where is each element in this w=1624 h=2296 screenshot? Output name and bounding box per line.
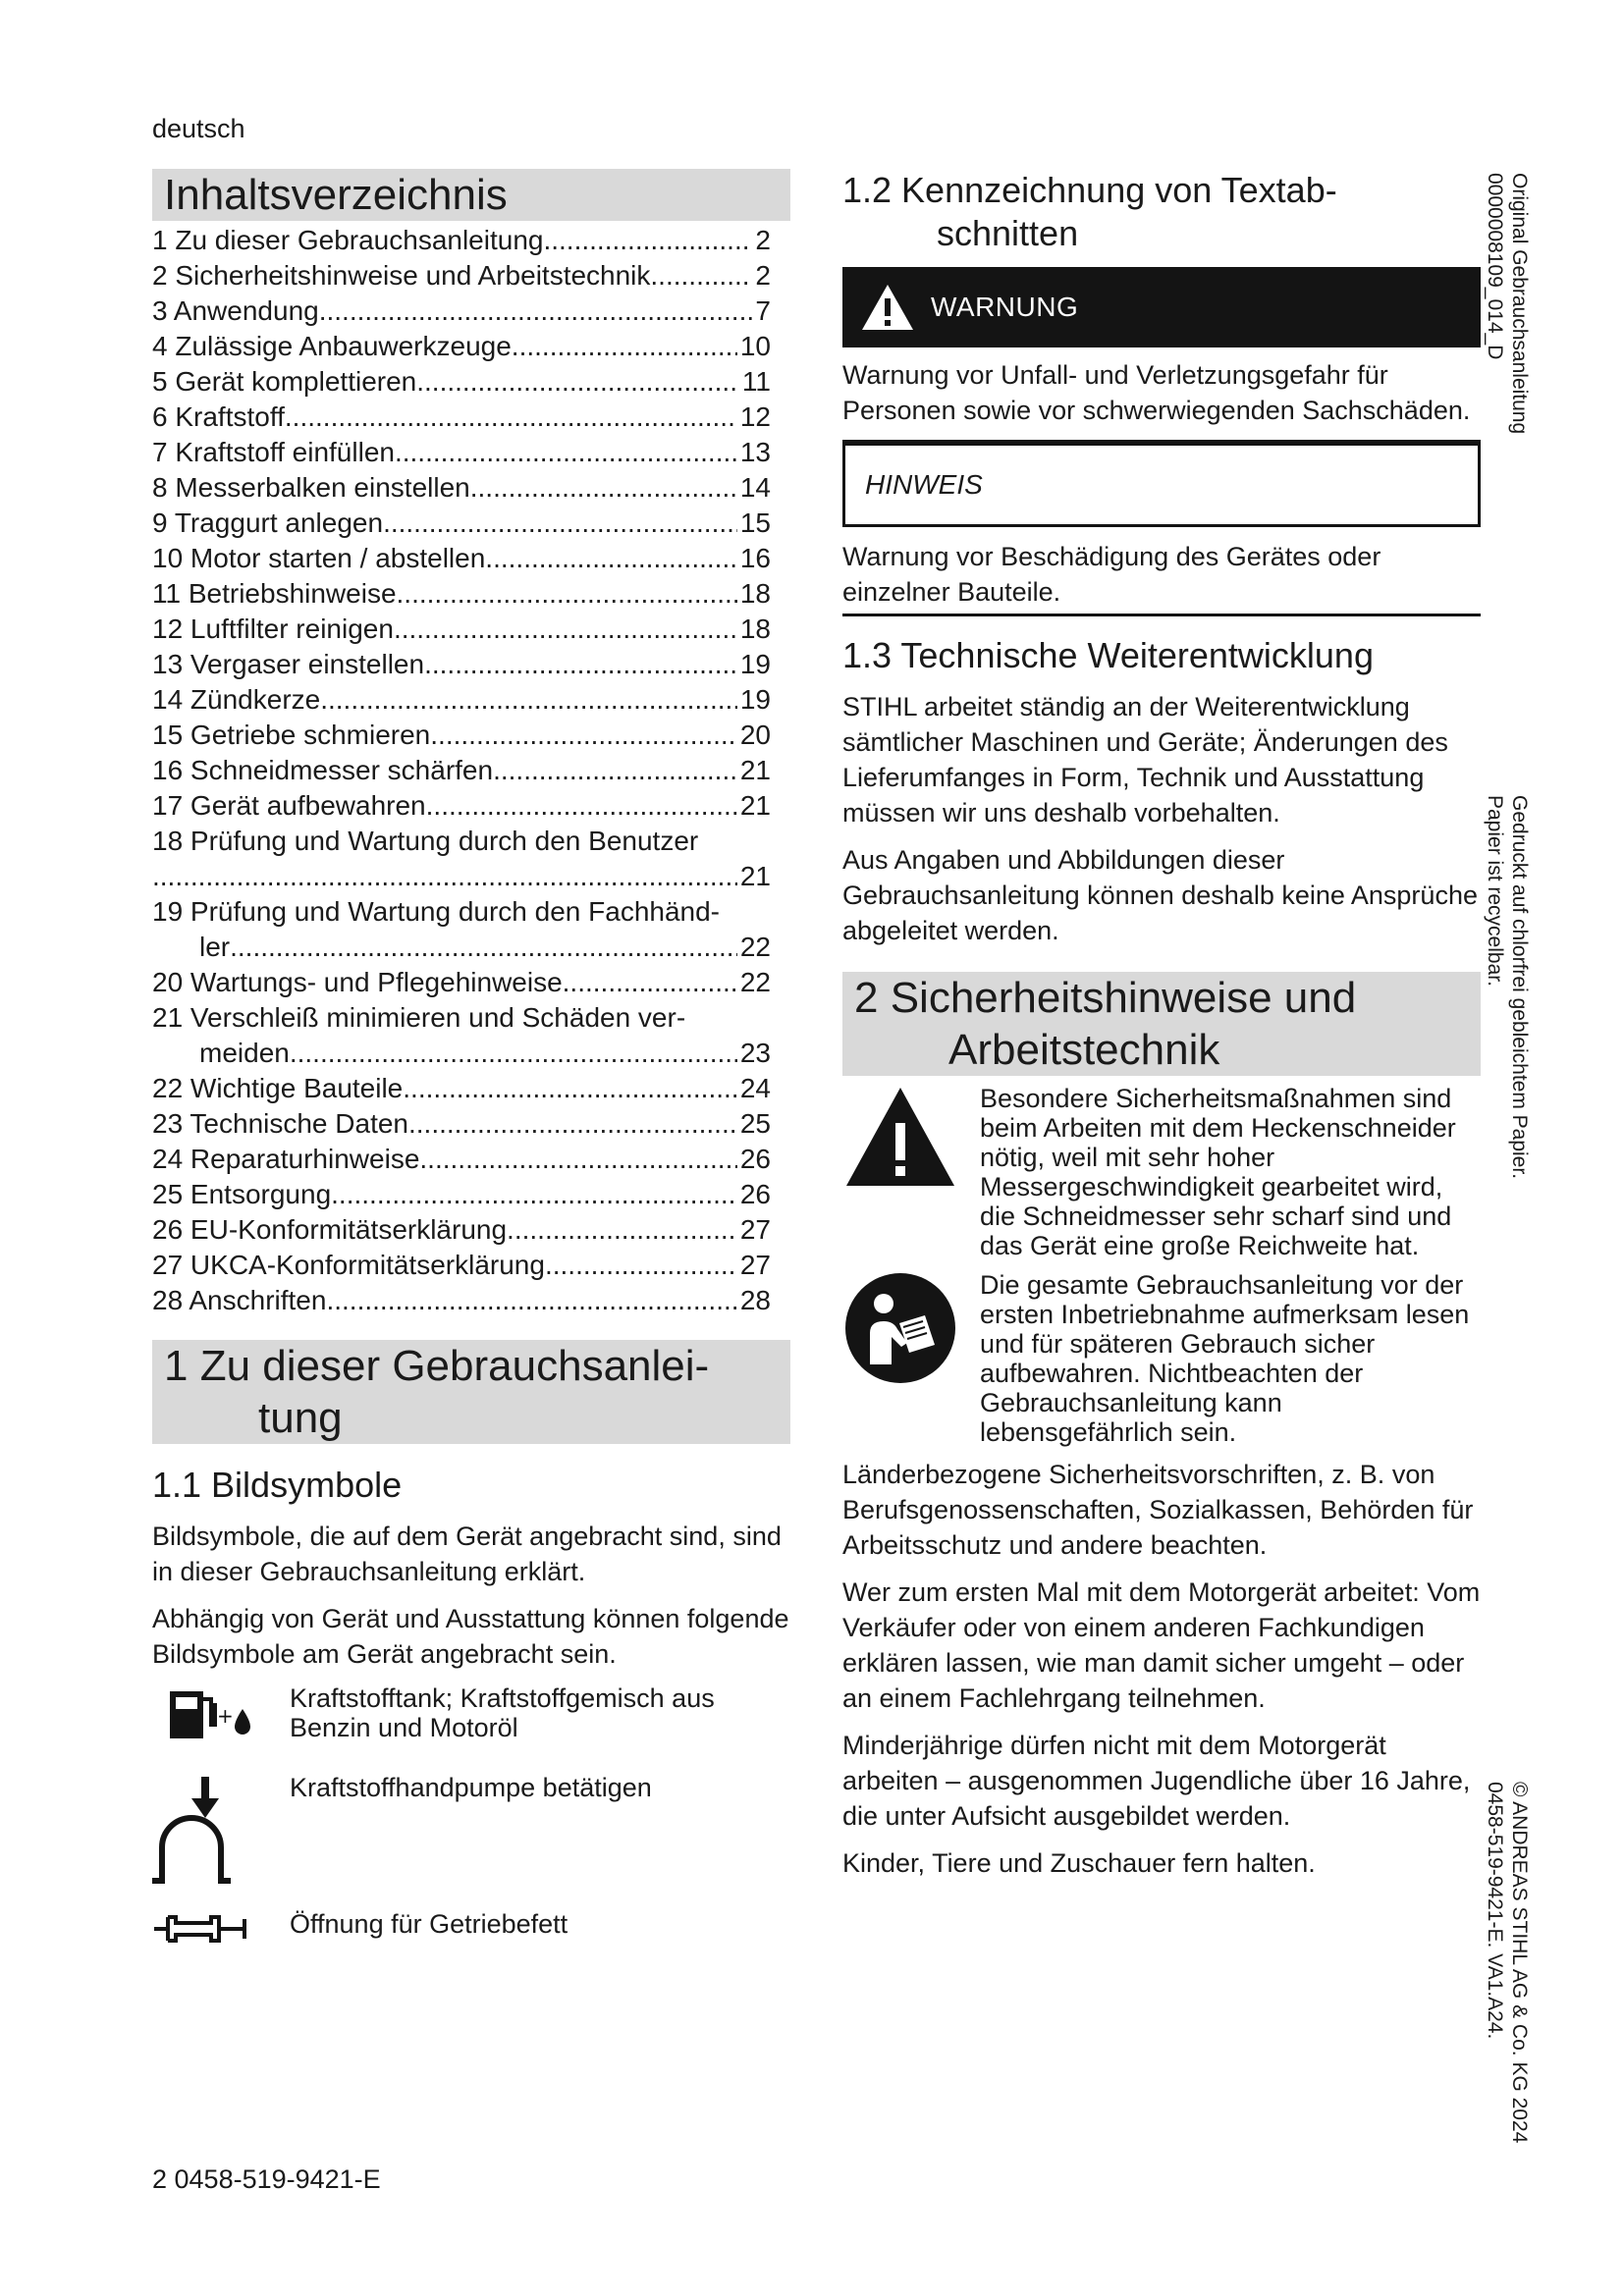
toc-entry[interactable]	[152, 329, 771, 364]
section-1-2-heading: 1.2 Kennzeichnung von Textab- schnitten	[842, 170, 1337, 253]
margin-original-manual: Original Gebrauchsanleitung 0000008109_014_D	[1484, 173, 1531, 435]
toc-entry-label: 2 Sicherheitshinweise und Arbeitstechnik	[152, 260, 651, 291]
toc-entry-label: 7 Kraftstoff einfüllen	[152, 437, 395, 467]
toc-entry-page: 28	[739, 1285, 771, 1315]
toc-entry-page: 27	[739, 1214, 771, 1245]
toc-entry[interactable]	[152, 718, 771, 753]
toc-entry[interactable]	[152, 788, 771, 824]
margin-paper-note: Gedruckt auf chlorfrei gebleichtem Papier. Papier ist recycelbar.	[1484, 795, 1531, 1180]
section-1-1-paragraph-1: Bildsymbole, die auf dem Gerät angebracht sind, sind in dieser Gebrauchsanleitung erklärt.	[152, 1522, 782, 1586]
toc-entry-label: 16 Schneidmesser schärfen	[152, 755, 494, 785]
toc-entry-label: 6 Kraftstoff	[152, 401, 285, 432]
toc-entry-page: 2	[755, 260, 771, 291]
section-1-3-paragraph-2: Aus Angaben und Abbildungen dieser Gebrauchsanleitung können deshalb keine Ansprüche abgeleitet werden.	[842, 845, 1478, 945]
toc-entry-label: 8 Messerbalken einstellen	[152, 472, 470, 503]
toc-entry[interactable]	[152, 470, 771, 506]
toc-title: Inhaltsverzeichnis	[164, 171, 508, 219]
toc-entry-label: 17 Gerät aufbewahren	[152, 790, 426, 821]
toc-entry-page: 11	[741, 366, 771, 397]
toc-entry-19[interactable]: 19 Prüfung und Wartung durch den Fachhänd- ler ..... 22	[152, 894, 771, 965]
toc-entry-label: 4 Zulässige Anbauwerkzeuge	[152, 331, 512, 361]
toc-entry-page: 14	[739, 472, 771, 503]
toc-entry-label: 9 Traggurt anlegen	[152, 507, 384, 538]
notice-label: HINWEIS	[865, 469, 983, 500]
toc-entry-18[interactable]: 18 Prüfung und Wartung durch den Benutzer ..... 21	[152, 824, 771, 894]
toc-entry[interactable]	[152, 435, 771, 470]
toc-entry-label: 5 Gerät komplettieren	[152, 366, 417, 397]
toc-entry[interactable]	[152, 1283, 771, 1318]
toc-entry-page: 21	[739, 790, 771, 821]
section-2-paragraph-3: Minderjährige dürfen nicht mit dem Motorgerät arbeiten – ausgenommen Jugendliche über 16 Jahre, die unter Aufsicht ausgebildet werden.	[842, 1731, 1471, 1831]
toc-entry[interactable]	[152, 223, 771, 258]
toc-entry[interactable]	[152, 258, 771, 294]
toc-entry[interactable]	[152, 753, 771, 788]
safety-warning-note: Besondere Sicherheitsmaßnahmen sind beim Arbeiten mit dem Heckenschneider nötig, weil mit sehr hoher Messergeschwindigkeit gearbeitet wird, die Schneidmesser sehr scharf sind und das Gerät eine große Reichweite hat.	[842, 1084, 1481, 1260]
toc-entry-page: 2	[755, 225, 771, 255]
section-2-paragraph-1: Länderbezogene Sicherheitsvorschriften, z. B. von Berufsgenossenschaften, Sozialkassen, Behörden für Arbeitsschutz und andere beachten.	[842, 1460, 1474, 1560]
read-manual-note: Die gesamte Gebrauchsanleitung vor der ersten Inbetriebnahme aufmerksam lesen und für späteren Gebrauch sicher aufbewahren. Nichtbeachten der Gebrauchsanleitung kann lebensgefährlich sein.	[842, 1270, 1481, 1447]
toc-entry[interactable]	[152, 1248, 771, 1283]
toc-entry-page: 10	[739, 331, 771, 361]
page-footer: 2 0458-519-9421-E	[152, 2164, 381, 2194]
section-1-3-paragraph-1: STIHL arbeitet ständig an der Weiterentwicklung sämtlicher Maschinen und Geräte; Änderungen des Lieferumfanges in Form, Technik und Ausstattung müssen wir uns deshalb vorbehalten.	[842, 692, 1448, 828]
toc-entry-21[interactable]: 21 Verschleiß minimieren und Schäden ver- meiden ..... 23	[152, 1000, 771, 1071]
section-1-1-paragraph-2: Abhängig von Gerät und Ausstattung können folgende Bildsymbole am Gerät angebracht sein.	[152, 1604, 789, 1669]
warning-text: Warnung vor Unfall- und Verletzungsgefahr für Personen sowie vor schwerwiegenden Sachschäden.	[842, 360, 1471, 425]
svg-text:+: +	[217, 1704, 234, 1728]
primer-pump-icon	[152, 1773, 241, 1891]
toc-entry-label: 11 Betriebshinweise	[152, 578, 397, 609]
section-2-heading: 2 Sicherheitshinweise und Arbeitstechnik	[842, 972, 1481, 1076]
toc-entry[interactable]	[152, 541, 771, 576]
toc-entry-label: 15 Getriebe schmieren	[152, 720, 431, 750]
section-1-heading: 1 Zu dieser Gebrauchsanlei- tung	[152, 1340, 790, 1444]
warning-triangle-icon	[842, 1084, 958, 1190]
toc-entry[interactable]	[152, 294, 771, 329]
toc-entry-page: 15	[739, 507, 771, 538]
grease-fitting-icon	[152, 1909, 260, 1949]
toc-entry-label: 10 Motor starten / abstellen	[152, 543, 486, 573]
toc-entry-label: 14 Zündkerze	[152, 684, 321, 715]
toc-entry-page: 19	[739, 684, 771, 715]
toc-entry[interactable]	[152, 612, 771, 647]
toc-entry[interactable]	[152, 364, 771, 400]
warning-triangle-icon	[860, 283, 915, 332]
notice-text: Warnung vor Beschädigung des Gerätes oder einzelner Bauteile.	[842, 542, 1381, 607]
toc-entry[interactable]	[152, 1177, 771, 1212]
symbol-fuel-tank: + Kraftstofftank; Kraftstoffgemisch aus Benzin und Motoröl	[152, 1683, 790, 1747]
fuel-tank-icon	[152, 1683, 260, 1742]
symbol-primer-pump: Kraftstoffhandpumpe betätigen	[152, 1773, 790, 1896]
toc-entry-page: 19	[739, 649, 771, 679]
toc-heading	[152, 169, 790, 221]
toc-entry-page: 7	[755, 295, 771, 326]
toc-entry-page: 12	[739, 401, 771, 432]
toc-entry-page: 26	[739, 1179, 771, 1209]
toc-entry-label: 27 UKCA-Konformitätserklärung	[152, 1250, 545, 1280]
toc-entry-page: 13	[739, 437, 771, 467]
warning-label: WARNUNG	[931, 292, 1079, 322]
toc-entry-page: 21	[739, 755, 771, 785]
toc-entry-label: 12 Luftfilter reinigen	[152, 614, 394, 644]
section-1-3-heading: 1.3 Technische Weiterentwicklung	[842, 635, 1374, 675]
toc-entry-label: 24 Reparaturhinweise	[152, 1144, 420, 1174]
notice-banner	[842, 440, 1481, 527]
toc-entry-label: 28 Anschriften	[152, 1285, 327, 1315]
toc-entry-label: 23 Technische Daten	[152, 1108, 408, 1139]
language-label: deutsch	[152, 114, 245, 143]
toc-entry-page: 16	[739, 543, 771, 573]
divider	[842, 614, 1481, 616]
toc-entry-page: 20	[739, 720, 771, 750]
symbol-grease-fitting: Öffnung für Getriebefett	[152, 1909, 790, 1953]
toc-entry[interactable]	[152, 682, 771, 718]
toc-entry-page: 24	[739, 1073, 771, 1103]
section-2-paragraph-2: Wer zum ersten Mal mit dem Motorgerät arbeitet: Vom Verkäufer oder von einem anderen Fachkundigen erklären lassen, wie man damit sicher umgeht – oder an einem Fachlehrgang teilnehmen.	[842, 1577, 1481, 1713]
toc-entry[interactable]	[152, 506, 771, 541]
right-column	[842, 169, 1481, 1893]
left-column	[152, 169, 790, 1953]
warning-banner	[842, 267, 1481, 347]
section-1-1-heading: 1.1 Bildsymbole	[152, 1465, 403, 1505]
toc-entry-label: 3 Anwendung	[152, 295, 319, 326]
toc-entry[interactable]	[152, 1106, 771, 1142]
toc-entry-page: 18	[739, 614, 771, 644]
toc-entry-label: 26 EU-Konformitätserklärung	[152, 1214, 508, 1245]
toc-entry[interactable]	[152, 1212, 771, 1248]
toc-entry-page: 25	[739, 1108, 771, 1139]
toc-entry-label: 1 Zu dieser Gebrauchsanleitung	[152, 225, 544, 255]
toc-entry-page: 26	[739, 1144, 771, 1174]
read-manual-icon	[842, 1270, 958, 1386]
toc-entry-page: 27	[739, 1250, 771, 1280]
section-2-paragraph-4: Kinder, Tiere und Zuschauer fern halten.	[842, 1848, 1316, 1878]
toc-entry[interactable]	[152, 400, 771, 435]
toc-entry[interactable]	[152, 1071, 771, 1106]
toc-entry-label: 22 Wichtige Bauteile	[152, 1073, 404, 1103]
toc-entry[interactable]	[152, 576, 771, 612]
toc-entry-label: 25 Entsorgung	[152, 1179, 332, 1209]
toc-entry[interactable]	[152, 647, 771, 682]
toc-entry-page: 18	[739, 578, 771, 609]
toc-entry[interactable]	[152, 1142, 771, 1177]
table-of-contents	[152, 223, 790, 1318]
toc-entry-20[interactable]: 20 Wartungs- und Pflegehinweise ..... 22	[152, 965, 771, 1000]
toc-entry-label: 13 Vergaser einstellen	[152, 649, 425, 679]
margin-copyright: © ANDREAS STIHL AG & Co. KG 2024 0458-519-9421-E. VA1.A24.	[1484, 1782, 1531, 2144]
